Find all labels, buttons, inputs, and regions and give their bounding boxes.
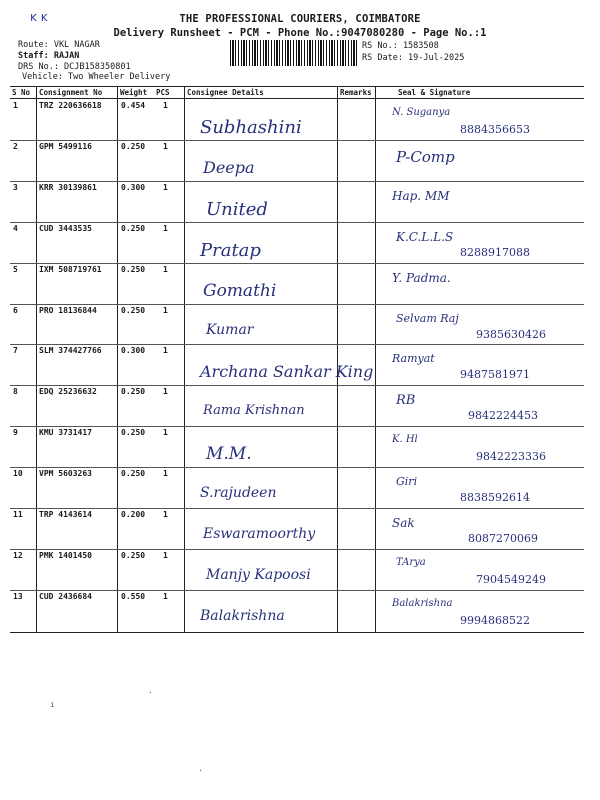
row-pcs: 1 [163,141,168,151]
table-header-rule [10,98,584,99]
row-divider [10,344,584,345]
row-divider [10,140,584,141]
row-weight: 0.250 [121,305,146,315]
row-sno: 12 [13,550,23,560]
staff-label: Staff: RAJAN [18,51,80,61]
seal-signature: P-Comp [396,147,455,166]
seal-signature: Hap. MM [392,188,450,203]
drs-label: DRS No.: DCJB158350801 [18,62,131,72]
seal-signature: TArya [396,556,426,568]
row-divider [10,426,584,427]
row-weight: 0.250 [121,469,146,479]
row-divider [10,304,584,305]
row-pcs: 1 [163,591,168,601]
row-divider [10,385,584,386]
seal-signature: K. Hl [392,434,418,446]
row-sno: 8 [13,387,18,397]
recipient-phone: 8838592614 [460,491,530,505]
table-top-rule [10,86,584,87]
seal-signature: Sak [392,516,415,530]
row-sno: 4 [13,223,18,233]
row-divider [10,467,584,468]
stray-mark: · [148,688,153,697]
row-weight: 0.200 [121,510,146,519]
row-pcs: 1 [163,182,168,192]
col-header-seal: Seal & Signature [398,88,471,97]
document-subtitle: Delivery Runsheet - PCM - Phone No.:9047080280 - Page No.:1 [113,27,487,39]
col-header-consignee: Consignee Details [187,88,264,97]
consignee-signature: Kumar [206,321,254,338]
recipient-phone: 9487581971 [460,368,530,382]
row-sno: 6 [13,305,18,315]
recipient-phone: 9842224453 [468,409,538,423]
row-pcs: 1 [163,305,168,315]
consignee-signature: Pratap [200,239,261,261]
seal-signature: K.C.L.L.S [396,229,454,244]
consignee-signature: Manjy Kapoosi [206,566,311,583]
rs-number: RS No.: 1583508 [362,41,439,51]
seal-signature: N. Suganya [392,107,451,118]
row-consignment-no: SLM 374427766 [39,346,102,356]
row-consignment-no: EDQ 25236632 [39,387,97,397]
row-consignment-no: CUD 2436684 [39,591,92,601]
seal-signature: RB [396,393,416,409]
document-title: THE PROFESSIONAL COURIERS, COIMBATORE [179,13,421,25]
seal-signature: Balakrishna [392,597,453,609]
seal-signature: Y. Padma. [392,270,451,285]
row-divider [10,508,584,509]
row-consignment-no: VPM 5603263 [39,469,92,479]
col-header-remarks: Remarks [340,88,372,97]
row-weight: 0.300 [121,182,146,192]
recipient-phone: 8288917088 [460,245,530,259]
consignee-signature: Deepa [203,157,255,177]
table-bottom-rule [10,632,584,633]
row-consignment-no: GPM 5499116 [39,141,92,151]
consignee-signature: Rama Krishnan [203,403,305,419]
barcode [230,40,358,66]
row-consignment-no: PMK 1401450 [39,550,92,560]
consignee-signature: Archana Sankar King [200,362,374,382]
row-weight: 0.454 [121,101,146,110]
col-header-weight: Weight [120,88,148,97]
consignee-signature: Balakrishna [200,607,285,624]
row-pcs: 1 [163,550,168,560]
row-sno: 11 [13,510,23,519]
col-divider [375,86,376,632]
row-pcs: 1 [163,387,168,397]
row-divider [10,590,584,591]
row-consignment-no: PRO 18136844 [39,305,97,315]
consignee-signature: Subhashini [200,117,302,138]
recipient-phone: 8884356653 [460,123,530,136]
row-weight: 0.250 [121,387,146,397]
consignee-signature: United [206,198,268,220]
consignee-signature: S.rajudeen [200,485,277,502]
row-consignment-no: TRZ 220636618 [39,101,102,110]
row-sno: 3 [13,182,18,192]
seal-signature: Ramyat [392,352,435,366]
row-divider [10,263,584,264]
col-divider [337,86,338,632]
row-divider [10,181,584,182]
row-weight: 0.250 [121,550,146,560]
row-consignment-no: KRR 30139861 [39,182,97,192]
recipient-phone: 9994868522 [460,613,530,627]
row-pcs: 1 [163,223,168,233]
row-consignment-no: TRP 4143614 [39,510,92,519]
col-header-sno: S No [12,88,31,97]
handwritten-marks: ᴋ ᴋ [30,10,48,24]
row-pcs: 1 [163,264,168,274]
row-sno: 9 [13,428,18,438]
row-pcs: 1 [163,346,168,356]
row-divider [10,222,584,223]
col-divider [117,86,118,632]
rs-date: RS Date: 19-Jul-2025 [362,53,465,63]
consignee-signature: M.M. [206,444,252,465]
stray-mark: ı [50,700,55,709]
row-pcs: 1 [163,469,168,479]
col-divider [184,86,185,632]
row-weight: 0.250 [121,264,146,274]
row-sno: 13 [13,591,23,601]
row-weight: 0.250 [121,141,146,151]
consignee-signature: Eswaramoorthy [203,526,316,542]
recipient-phone: 8087270069 [468,532,538,545]
row-divider [10,549,584,550]
col-header-pcs: PCS [156,88,170,97]
row-sno: 2 [13,141,18,151]
row-weight: 0.300 [121,346,146,356]
recipient-phone: 9385630426 [476,327,546,341]
route-label: Route: VKL NAGAR [18,40,100,50]
col-divider [36,86,37,632]
recipient-phone: 7904549249 [476,572,546,586]
consignee-signature: Gomathi [203,280,277,301]
recipient-phone: 9842223336 [476,450,546,464]
row-sno: 7 [13,346,18,356]
row-pcs: 1 [163,101,168,110]
col-header-consignment: Consignment No [39,88,103,97]
row-pcs: 1 [163,510,168,519]
seal-signature: Selvam Raj [396,311,459,325]
row-sno: 1 [13,101,18,110]
seal-signature: Giri [396,475,418,489]
row-consignment-no: KMU 3731417 [39,428,92,438]
row-sno: 10 [13,469,23,479]
row-consignment-no: IXM 508719761 [39,264,102,274]
vehicle-label: Vehicle: Two Wheeler Delivery [22,72,171,82]
row-weight: 0.550 [121,591,146,601]
row-weight: 0.250 [121,428,146,438]
row-sno: 5 [13,264,18,274]
row-consignment-no: CUD 3443535 [39,223,92,233]
row-weight: 0.250 [121,223,146,233]
stray-mark: · [198,766,203,775]
row-pcs: 1 [163,428,168,438]
